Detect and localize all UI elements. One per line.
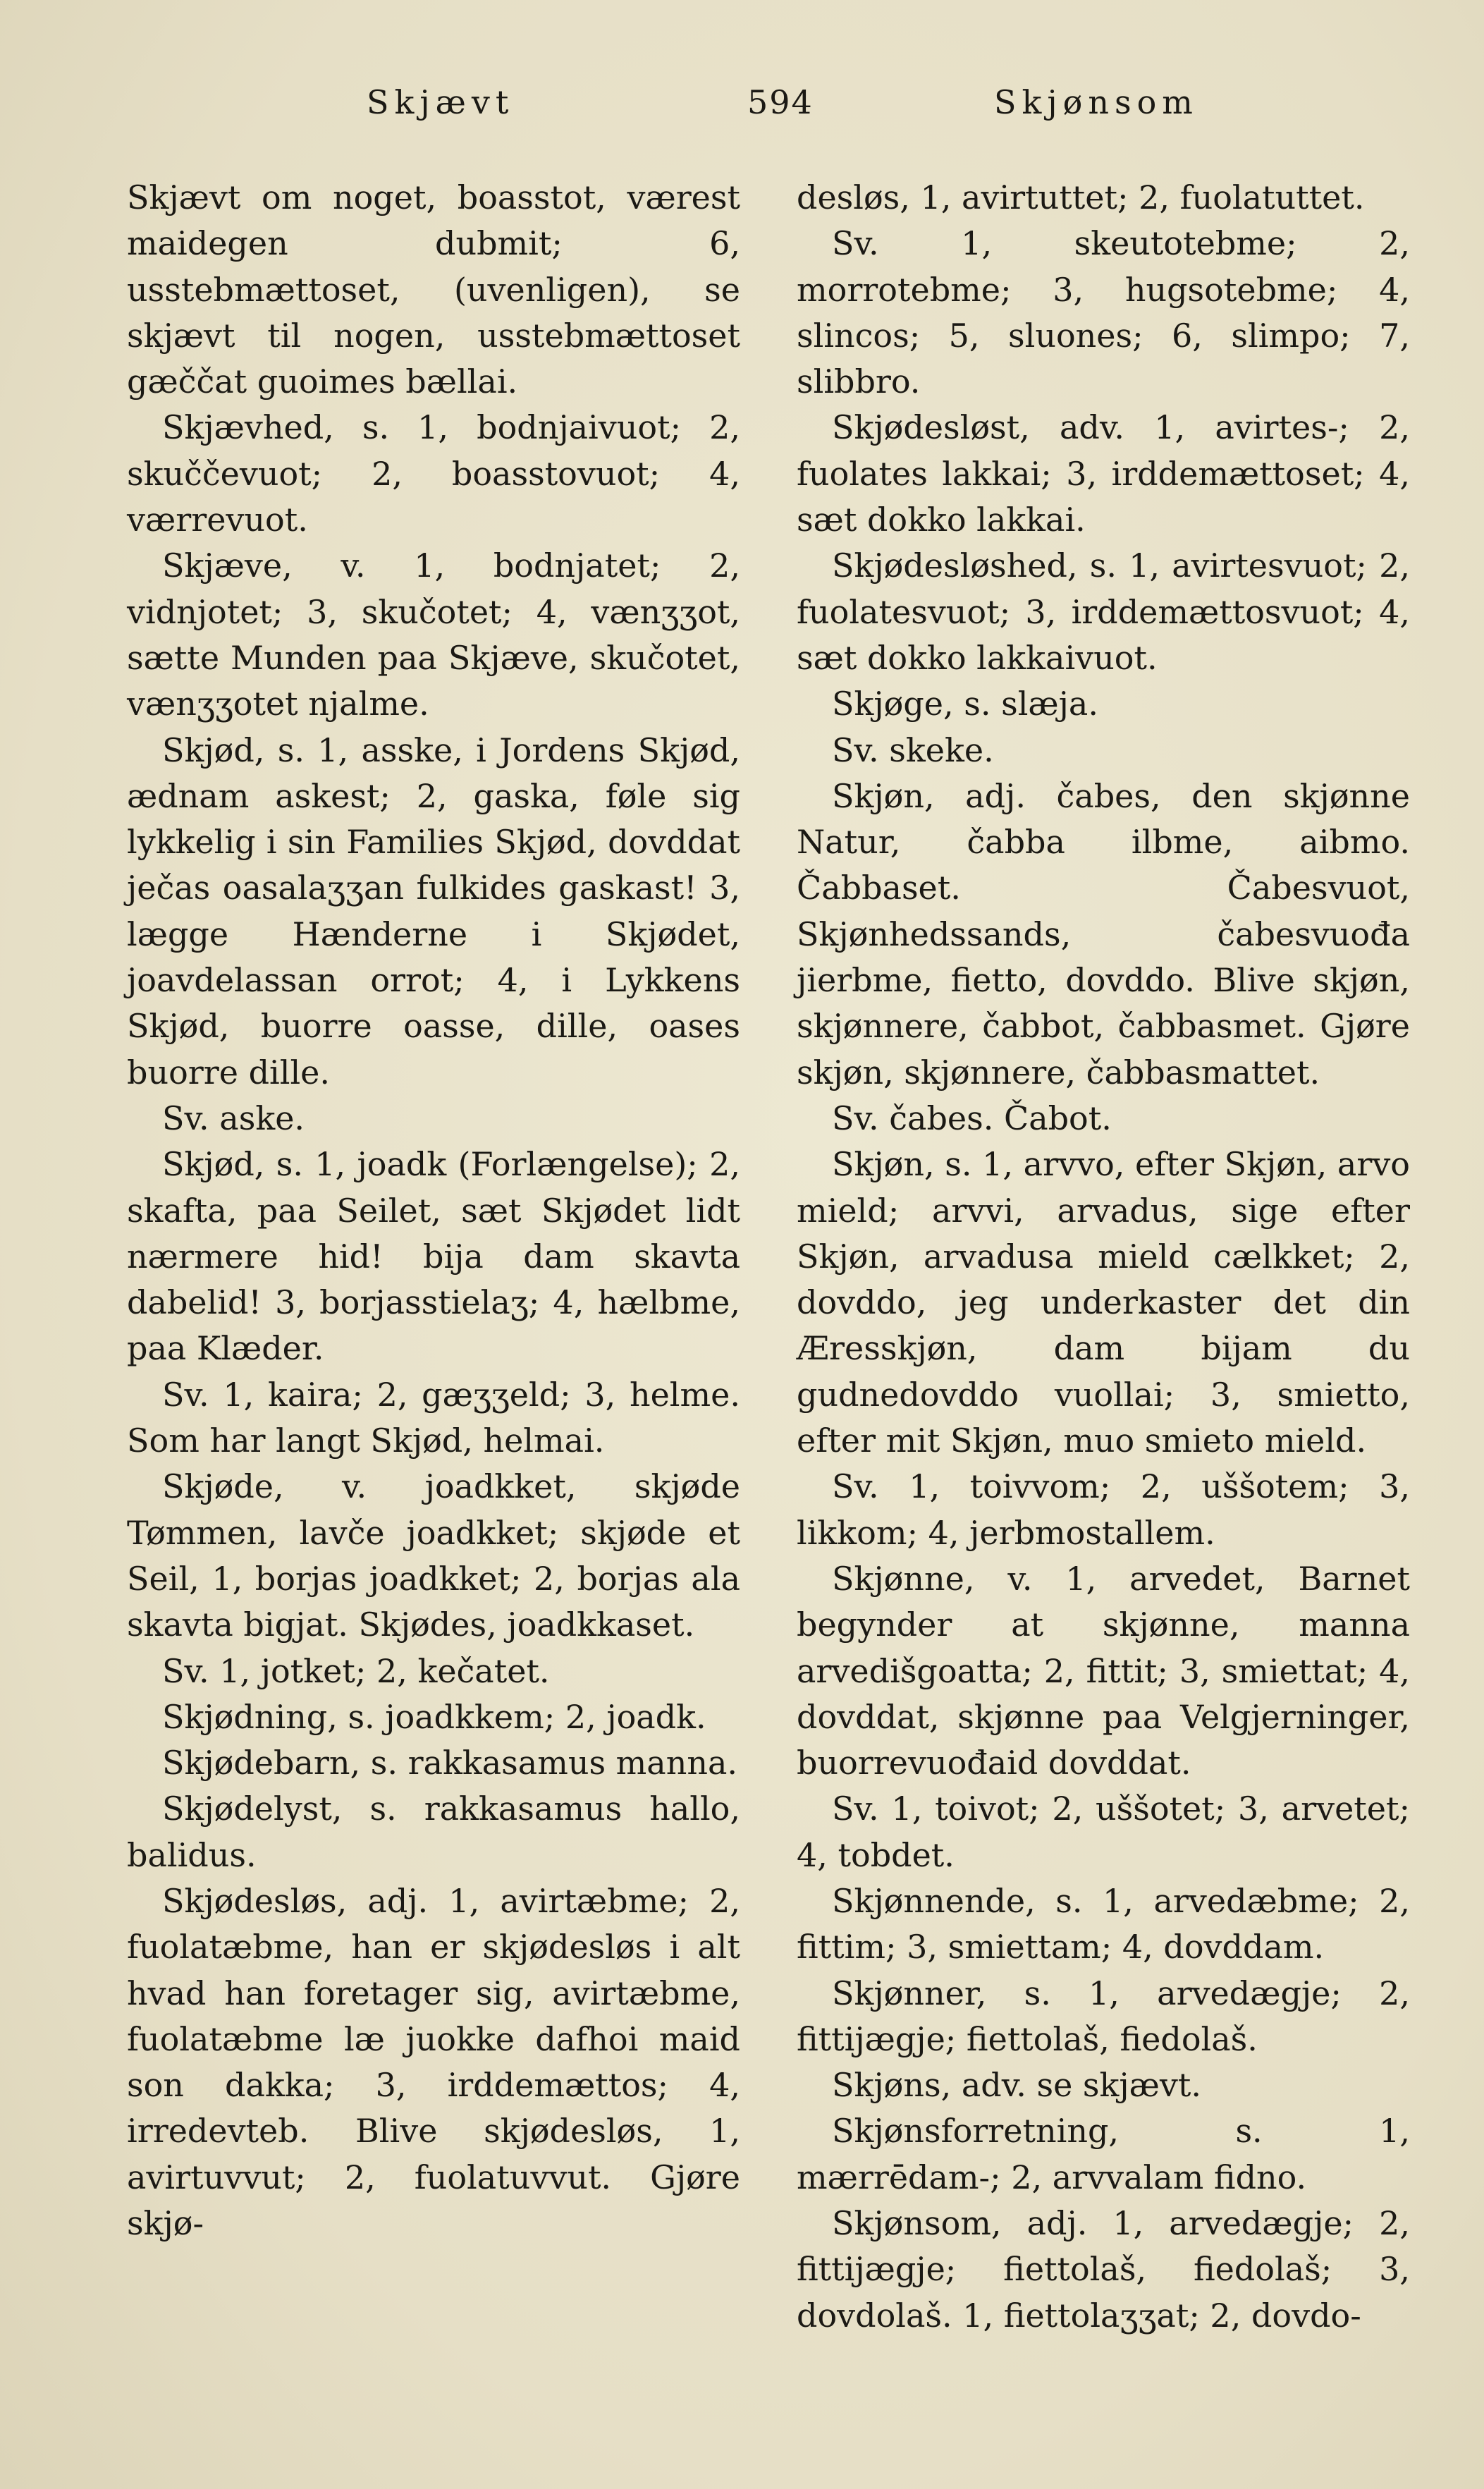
right-column — [797, 175, 1410, 2339]
entry-skjons: Skjøns, adv. se skjævt. — [832, 2066, 1201, 2105]
entry-skjodelyst: Skjødelyst, s. rakkasamus hallo, balidus. — [127, 1790, 740, 1874]
header-left-word: Skjævt — [367, 83, 515, 121]
entry-deslos-cont: desløs, 1, avirtuttet; 2, fuolatuttet. — [797, 178, 1365, 216]
entry-skjoge: Skjøge, s. slæja. — [832, 685, 1098, 723]
entry-sv-skeke: Sv. skeke. — [832, 730, 994, 769]
entry-skjodebarn: Skjødebarn, s. rakkasamus manna. — [162, 1744, 738, 1782]
entry-sv-cabes: Sv. čabes. Čabot. — [832, 1099, 1112, 1137]
entry-skjode: Skjøde, v. joadkket, skjøde Tømmen, lavče joadkket; skjøde et Seil, 1, borjas joadkket; 2, borjas ala skavta bigjat. Skjødes, joadkkaset. — [127, 1467, 740, 1644]
header-right-word: Skjønsom — [994, 83, 1198, 121]
entry-sv-skeutotebme: Sv. 1, skeutotebme; 2, morrotebme; 3, hugsotebme; 4, slincos; 5, sluones; 6, slimpo; 7, slibbro. — [797, 224, 1410, 401]
entry-skjaevhed: Skjævhed, s. 1, bodnjaivuot; 2, skuččevuot; 2, boasstovuot; 4, værrevuot. — [127, 408, 740, 539]
entry-skjod-2: Skjød, s. 1, joadk (Forlængelse); 2, skafta, paa Seilet, sæt Skjødet lidt nærmere hid! bija dam skavta dabelid! 3, borjasstielaʒ; 4, hælbme, paa Klæder. — [127, 1145, 740, 1368]
page-number: 594 — [747, 83, 814, 121]
left-column — [127, 175, 740, 2246]
entry-skjonner: Skjønner, s. 1, arvedægje; 2, fittijægje; fiettolaš, fiedolaš. — [797, 1974, 1410, 2058]
entry-skjon-adj: Skjøn, adj. čabes, den skjønne Natur, čabba ilbme, aibmo. Čabbaset. Čabesvuot, Skjønhedssands, čabesvuođa jierbme, fietto, dovddo. Blive skjøn, skjønnere, čabbot, čabbasmet. Gjøre skjøn, skjønnere, čabbasmattet. — [797, 776, 1410, 1091]
entry-skjodning: Skjødning, s. joadkkem; 2, joadk. — [162, 1697, 706, 1736]
entry-skjod-1: Skjød, s. 1, asske, i Jordens Skjød, ædnam askest; 2, gaska, føle sig lykkelig i sin Families Skjød, dovddat ječas oasalaʒʒan fulkides gaskast! 3, lægge Hænderne i Skjødet, joavdelassan orrot; 4, i Lykkens Skjød, buorre oasse, dille, oases buorre dille. — [127, 730, 740, 1091]
entry-skjaevt-om-noget: Skjævt om noget, boasstot, værest maidegen dubmit; 6, usstebmættoset, (uvenligen), se skjævt til nogen, usstebmættoset gæččat guoimes bællai. — [127, 178, 740, 401]
entry-sv-toivvom: Sv. 1, toivvom; 2, uššotem; 3, likkom; 4, jerbmostallem. — [797, 1467, 1410, 1552]
entry-sv-jotket: Sv. 1, jotket; 2, kečatet. — [162, 1651, 550, 1690]
entry-skjonsforretning: Skjønsforretning, s. 1, mærrēdam-; 2, arvvalam fidno. — [797, 2112, 1410, 2196]
entry-sv-toivot: Sv. 1, toivot; 2, uššotet; 3, arvetet; 4, tobdet. — [797, 1790, 1410, 1874]
entry-skjonsom: Skjønsom, adj. 1, arvedægje; 2, fittijægje; fiettolaš, fiedolaš; 3, dovdolaš. 1, fiettolaʒʒat; 2, dovdo- — [797, 2204, 1410, 2335]
entry-skjodesloshed: Skjødesløshed, s. 1, avirtesvuot; 2, fuolatesvuot; 3, irddemættosvuot; 4, sæt dokko lakkaivuot. — [797, 546, 1410, 677]
entry-skjonne: Skjønne, v. 1, arvedet, Barnet begynder at skjønne, manna arvedišgoatta; 2, fittit; 3, smiettat; 4, dovddat, skjønne paa Velgjerninger, buorrevuođaid dovddat. — [797, 1559, 1410, 1782]
entry-skjonnende: Skjønnende, s. 1, arvedæbme; 2, fittim; 3, smiettam; 4, dovddam. — [797, 1881, 1410, 1967]
entry-sv-kaira: Sv. 1, kaira; 2, gæʒʒeld; 3, helme. Som har langt Skjød, helmai. — [127, 1375, 740, 1460]
entry-skjodeslost: Skjødesløst, adv. 1, avirtes-; 2, fuolates lakkai; 3, irddemættoset; 4, sæt dokko lakkai. — [797, 408, 1410, 539]
entry-skjodeslos: Skjødesløs, adj. 1, avirtæbme; 2, fuolatæbme, han er skjødesløs i alt hvad han foretager sig, avirtæbme, fuolatæbme læ juokke dafhoi maid son dakka; 3, irddemættos; 4, irredevteb. Blive skjødesløs, 1, avirtuvvut; 2, fuolatuvvut. Gjøre skjø- — [127, 1881, 740, 2243]
entry-skjaeve: Skjæve, v. 1, bodnjatet; 2, vidnjotet; 3, skučotet; 4, vænʒʒot, sætte Munden paa Skjæve, skučotet, vænʒʒotet njalme. — [127, 546, 740, 723]
entry-sv-aske: Sv. aske. — [162, 1099, 305, 1137]
entry-skjon-s: Skjøn, s. 1, arvvo, efter Skjøn, arvo mield; arvvi, arvadus, sige efter Skjøn, arvadusa mield cælkket; 2, dovddo, jeg underkaster det din Æresskjøn, dam bijam du gudnedovddo vuollai; 3, smietto, efter mit Skjøn, muo smieto mield. — [797, 1145, 1410, 1460]
running-header — [127, 83, 1357, 147]
